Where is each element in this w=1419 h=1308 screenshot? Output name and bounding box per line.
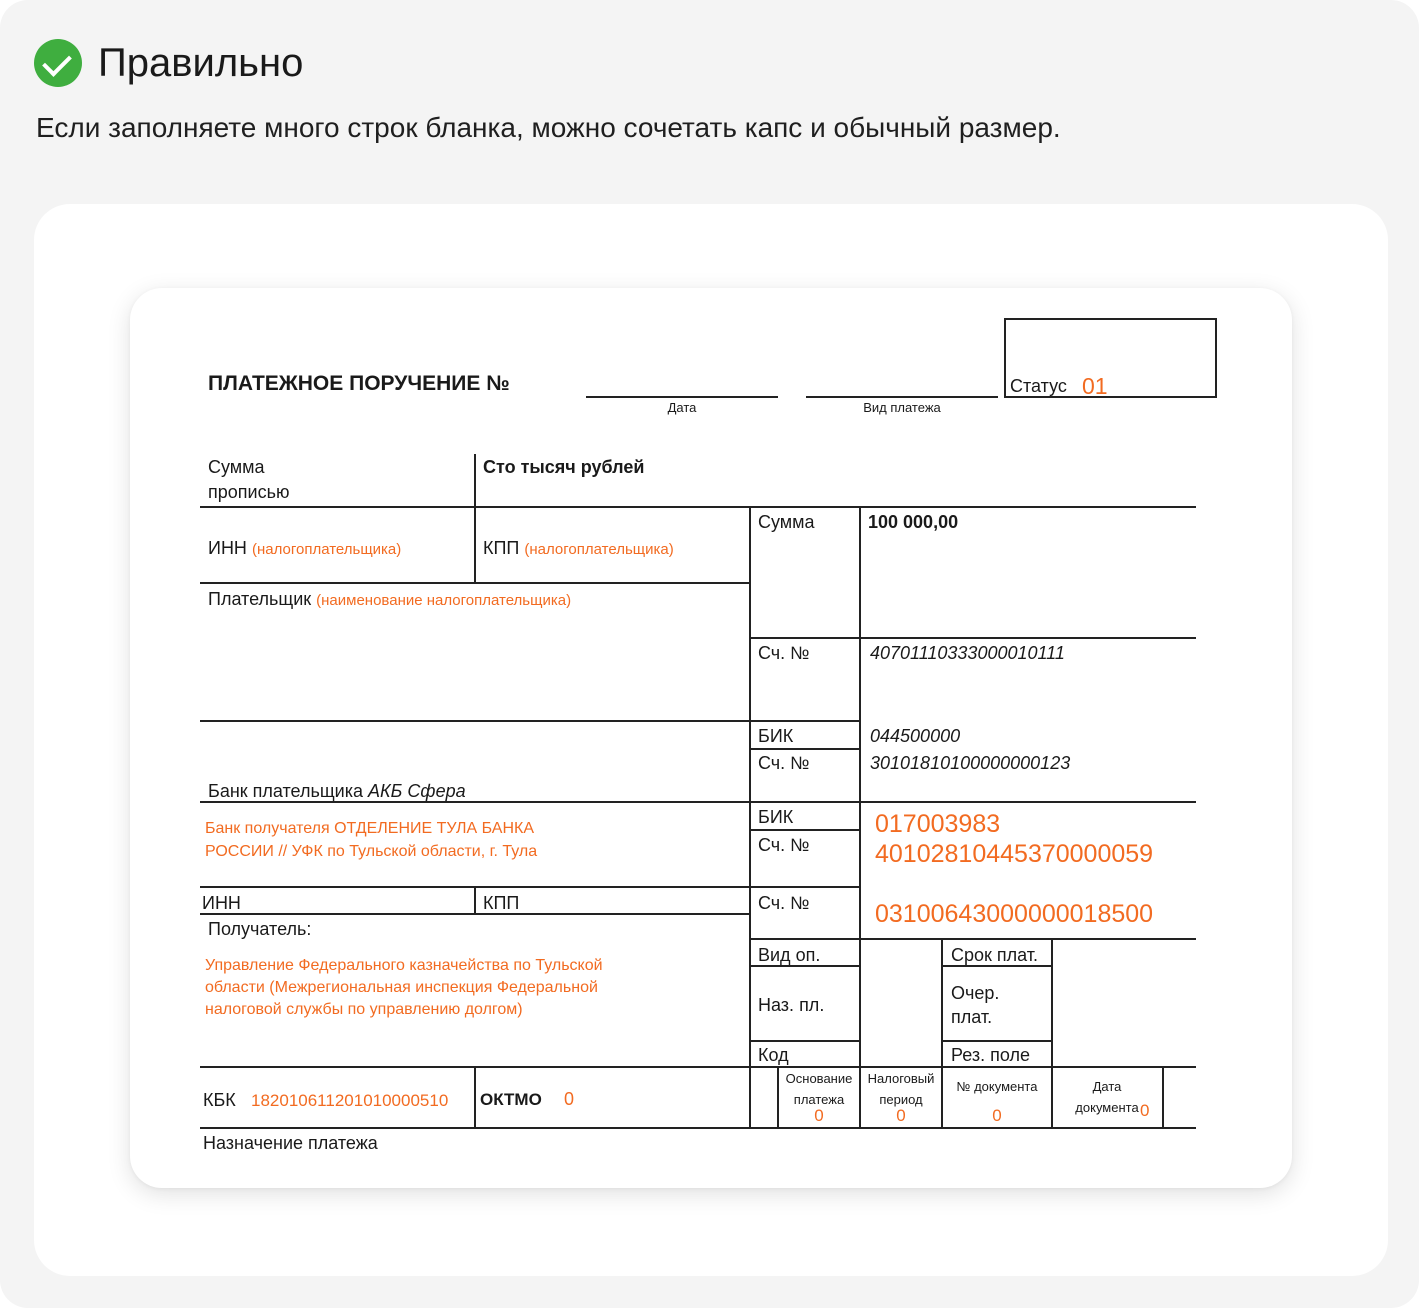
- doc-no-label: № документа: [956, 1079, 1038, 1094]
- pay-purpose-code-label: Наз. пл.: [758, 995, 825, 1015]
- payer-bank-corr-value: 30101810100000000123: [870, 753, 1071, 773]
- basis-value: 0: [814, 1106, 824, 1125]
- op-type-label: Вид оп.: [758, 945, 821, 965]
- line-after-sum: [749, 637, 1196, 639]
- line-after-payer-bank: [200, 801, 1196, 803]
- period-label: Налоговый период: [867, 1071, 935, 1107]
- line-bik-split: [749, 748, 860, 750]
- heading: [34, 38, 303, 88]
- code-label: Код: [758, 1045, 789, 1065]
- status-label: Статус: [1010, 376, 1067, 396]
- recipient-label: Получатель:: [208, 919, 312, 939]
- doc-date-value: 0: [1140, 1101, 1150, 1120]
- inn-kpp-divider: [474, 506, 476, 584]
- doc-date-divider: [1162, 1066, 1164, 1128]
- doc-date-label: Дата документа: [1075, 1079, 1139, 1115]
- payer-account-label: Сч. №: [758, 643, 810, 663]
- recipient-bik-value: 017003983: [875, 810, 1001, 838]
- payer-bank-label: Банк плательщика АКБ Сфера: [208, 781, 466, 801]
- kbk-value: 182010611201010000510: [251, 1091, 449, 1110]
- doc-no-value: 0: [992, 1106, 1002, 1125]
- recipient-bank-line1: Банк получателя ОТДЕЛЕНИЕ ТУЛА БАНКА: [205, 820, 534, 837]
- checkmark-icon: [34, 39, 82, 87]
- kbk-divider: [474, 1066, 476, 1128]
- line-term: [941, 965, 1052, 967]
- line-after-payer: [200, 720, 860, 722]
- term-label: Срок плат.: [951, 945, 1039, 965]
- line-after-inn: [200, 582, 750, 584]
- payment-order-form: [130, 288, 1292, 1188]
- purpose-label: Назначение платежа: [203, 1133, 378, 1153]
- form-title: ПЛАТЕЖНОЕ ПОРУЧЕНИЕ №: [208, 372, 510, 395]
- term-divider-right: [1051, 940, 1053, 1128]
- term-divider-left: [941, 940, 943, 1128]
- line-after-sum-words: [200, 506, 1196, 508]
- line-op-type: [749, 965, 860, 967]
- recipient-line1: Управление Федерального казначейства по Тульской: [205, 957, 603, 974]
- line-recipient-bik-split: [749, 829, 860, 831]
- recipient-account-label: Сч. №: [758, 893, 810, 913]
- recipient-kpp-label: КПП: [483, 893, 520, 913]
- sum-value: 100 000,00: [868, 512, 959, 532]
- recipient-bank-account-value: 40102810445370000059: [875, 840, 1154, 868]
- kbk-label: КБК: [203, 1090, 236, 1110]
- status-value: 01: [1082, 373, 1108, 399]
- line-after-recipient-account: [749, 938, 1196, 940]
- order-label-2: плат.: [951, 1007, 993, 1027]
- right-column-divider: [749, 506, 751, 1128]
- payer-label: Плательщик (наименование налогоплательщика): [208, 589, 572, 609]
- sum-words-label-2: прописью: [208, 482, 290, 502]
- sum-words-divider: [474, 454, 476, 508]
- line-before-kbk: [200, 1066, 1196, 1068]
- recipient-line2: области (Межрегиональная инспекция Федеральной: [205, 979, 598, 996]
- recipient-inn-divider: [474, 888, 476, 914]
- payer-bank-corr-label: Сч. №: [758, 753, 810, 773]
- sum-words-label: Сумма: [208, 457, 265, 477]
- line-pay-purpose: [749, 1040, 860, 1042]
- res-field-label: Рез. поле: [951, 1045, 1030, 1065]
- payer-inn-label: ИНН (налогоплательщика): [208, 538, 402, 558]
- recipient-bank-account-label: Сч. №: [758, 835, 810, 855]
- line-after-recipient-bank: [200, 886, 860, 888]
- sum-label: Сумма: [758, 512, 815, 532]
- sum-words-value: Сто тысяч рублей: [483, 457, 645, 477]
- payer-bank-bik-label: БИК: [758, 726, 794, 746]
- line-after-kbk: [200, 1127, 1196, 1129]
- recipient-bank-line2: РОССИИ // УФК по Тульской области, г. Тула: [205, 843, 538, 860]
- order-label: Очер.: [951, 983, 1000, 1003]
- recipient-account-value: 03100643000000018500: [875, 900, 1154, 928]
- oktmo-value: 0: [564, 1089, 575, 1109]
- date-label: Дата: [667, 400, 697, 415]
- basis-label: Основание платежа: [785, 1071, 853, 1107]
- line-after-recipient-inn: [200, 913, 750, 915]
- recipient-line3: налоговой службы по управлению долгом): [205, 1001, 523, 1018]
- line-order: [941, 1040, 1052, 1042]
- payer-account-value: 40701110333000010111: [870, 643, 1065, 663]
- payer-bank-bik-value: 044500000: [870, 726, 961, 746]
- page-title: Правильно: [98, 40, 304, 85]
- period-value: 0: [896, 1106, 906, 1125]
- value-column-divider: [859, 506, 861, 940]
- recipient-inn-label: ИНН: [202, 893, 241, 913]
- payment-type-label: Вид платежа: [863, 400, 941, 415]
- oktmo-label: ОКТМО: [480, 1090, 542, 1109]
- payer-kpp-label: КПП (налогоплательщика): [483, 538, 674, 558]
- page-subtitle: Если заполняете много строк бланка, можно сочетать капс и обычный размер.: [36, 112, 1061, 143]
- recipient-bik-label: БИК: [758, 807, 794, 827]
